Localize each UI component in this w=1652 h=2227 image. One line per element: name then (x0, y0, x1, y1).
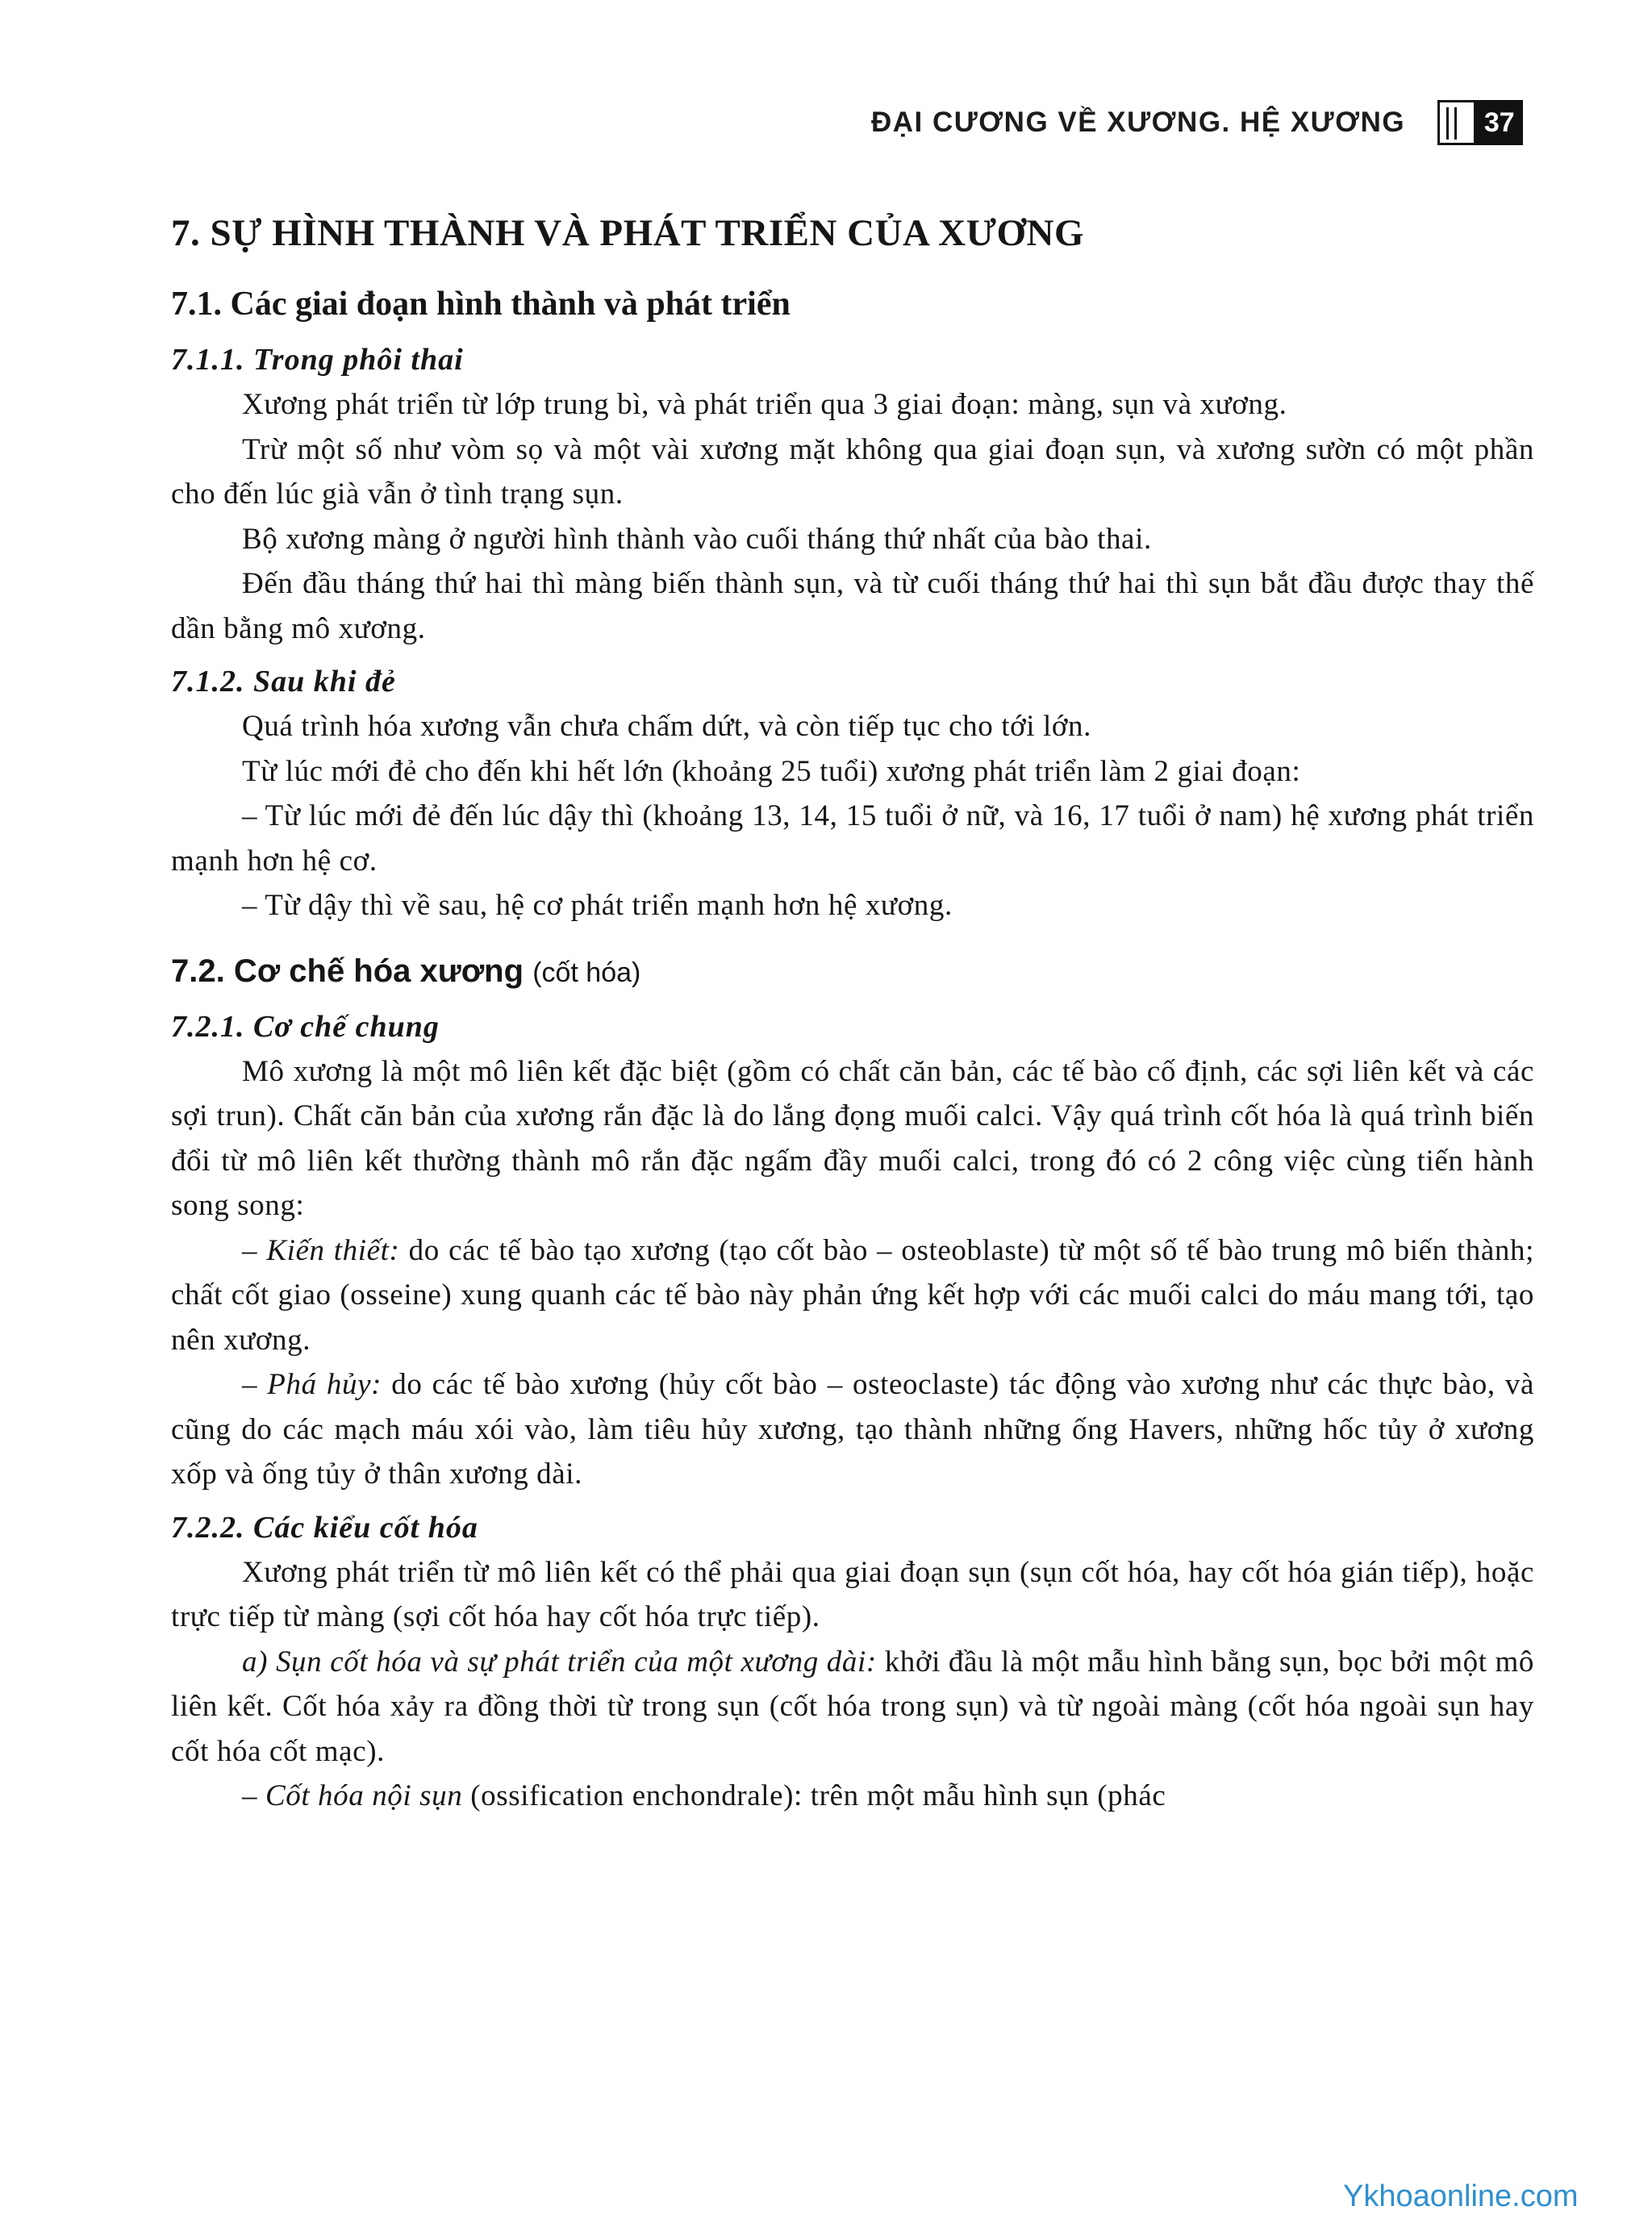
page-body (171, 194, 1534, 1819)
paragraph: Xương phát triển từ mô liên kết có thể phải qua giai đoạn sụn (sụn cốt hóa, hay cốt hóa gián tiếp), hoặc trực tiếp từ màng (sợi cốt hóa hay cốt hóa trực tiếp). (171, 1555, 1534, 1633)
paragraph: Trừ một số như vòm sọ và một vài xương mặt không qua giai đoạn sụn, và xương sườn có một phần cho đến lúc già vẫn ở tình trạng sụn. (171, 432, 1534, 511)
paragraph (171, 1640, 1534, 1775)
term-kien-thiet: Kiến thiết: (266, 1233, 400, 1267)
paragraph: Quá trình hóa xương vẫn chưa chấm dứt, và còn tiếp tục cho tới lớn. (242, 710, 1091, 743)
term-pha-huy: Phá hủy: (267, 1368, 382, 1401)
paragraph-text: khởi đầu là một mẫu hình bằng sụn, bọc bởi một mô liên kết. Cốt hóa xảy ra đồng thời từ trong sụn (cốt hóa trong sụn) và từ ngoài màng (cốt hóa ngoài sụn hay cốt hóa cốt mạc). (171, 1645, 1534, 1768)
term-cot-hoa-noi-sun: Cốt hóa nội sụn (265, 1779, 463, 1812)
subsection-7-2-title (171, 946, 1534, 996)
subsection-7-2-1-title: 7.2.1. Cơ chế chung (171, 1009, 440, 1044)
section-title: 7. SỰ HÌNH THÀNH VÀ PHÁT TRIỂN CỦA XƯƠNG (171, 212, 1085, 254)
paragraph: – Từ lúc mới đẻ đến lúc dậy thì (khoảng 13, 14, 15 tuổi ở nữ, và 16, 17 tuổi ở nam) hệ xương phát triển mạnh hơn hệ cơ. (171, 799, 1534, 878)
term-sun-cot-hoa: a) Sụn cốt hóa và sự phát triển của một xương dài: (242, 1645, 877, 1679)
subsection-7-2-2-title: 7.2.2. Các kiểu cốt hóa (171, 1510, 478, 1545)
paragraph (171, 1774, 1534, 1819)
subsection-7-2-title-note: (cốt hóa) (532, 957, 641, 988)
subsection-7-2-title-main: 7.2. Cơ chế hóa xương (171, 953, 524, 989)
subsection-7-1-1-title: 7.1.1. Trong phôi thai (171, 343, 464, 377)
watermark: Ykhoaonline.com (1343, 2179, 1579, 2213)
paragraph: – Từ dậy thì về sau, hệ cơ phát triển mạnh hơn hệ xương. (242, 889, 953, 922)
running-title: ĐẠI CƯƠNG VỀ XƯƠNG. HỆ XƯƠNG (871, 106, 1406, 138)
paragraph (171, 1228, 1534, 1363)
paragraph: Bộ xương màng ở người hình thành vào cuối tháng thứ nhất của bào thai. (242, 522, 1152, 556)
dash: – (242, 1233, 267, 1267)
book-icon (1437, 100, 1475, 145)
dash: – (242, 1368, 268, 1401)
paragraph: Xương phát triển từ lớp trung bì, và phát triển qua 3 giai đoạn: màng, sụn và xương. (242, 388, 1287, 421)
running-header (871, 98, 1523, 147)
paragraph-text: do các tế bào tạo xương (tạo cốt bào – osteoblaste) từ một số tế bào trung mô biến thành; chất cốt giao (osseine) xung quanh các tế bào này phản ứng kết hợp với các muối calci do máu mang tới, tạo nên xương. (171, 1233, 1534, 1357)
dash: – (242, 1779, 265, 1812)
subsection-7-1-2-title: 7.1.2. Sau khi đẻ (171, 665, 396, 699)
page-number: 37 (1476, 100, 1523, 145)
subsection-7-1-title: 7.1. Các giai đoạn hình thành và phát triển (171, 286, 791, 323)
paragraph: Từ lúc mới đẻ cho đến khi hết lớn (khoảng 25 tuổi) xương phát triển làm 2 giai đoạn: (242, 754, 1301, 788)
paragraph-text: (ossification enchondrale): trên một mẫu hình sụn (phác (462, 1779, 1166, 1812)
paragraph (171, 1362, 1534, 1497)
paragraph-text: do các tế bào xương (hủy cốt bào – osteoclaste) tác động vào xương như các thực bào, và cũng do các mạch máu xói vào, làm tiêu hủy xương, tạo thành những ống Havers, những hốc tủy ở xương xốp và ống tủy ở thân xương dài. (171, 1368, 1534, 1491)
paragraph: Mô xương là một mô liên kết đặc biệt (gồm có chất căn bản, các tế bào cố định, các sợi liên kết và các sợi trun). Chất căn bản của xương rắn đặc là do lắng đọng muối calci. Vậy quá trình cốt hóa là quá trình biến đổi từ mô liên kết thường thành mô rắn đặc ngấm đầy muối calci, trong đó có 2 công việc cùng tiến hành song song: (171, 1054, 1534, 1222)
paragraph: Đến đầu tháng thứ hai thì màng biến thành sụn, và từ cuối tháng thứ hai thì sụn bắt đầu được thay thế dần bằng mô xương. (171, 567, 1534, 645)
